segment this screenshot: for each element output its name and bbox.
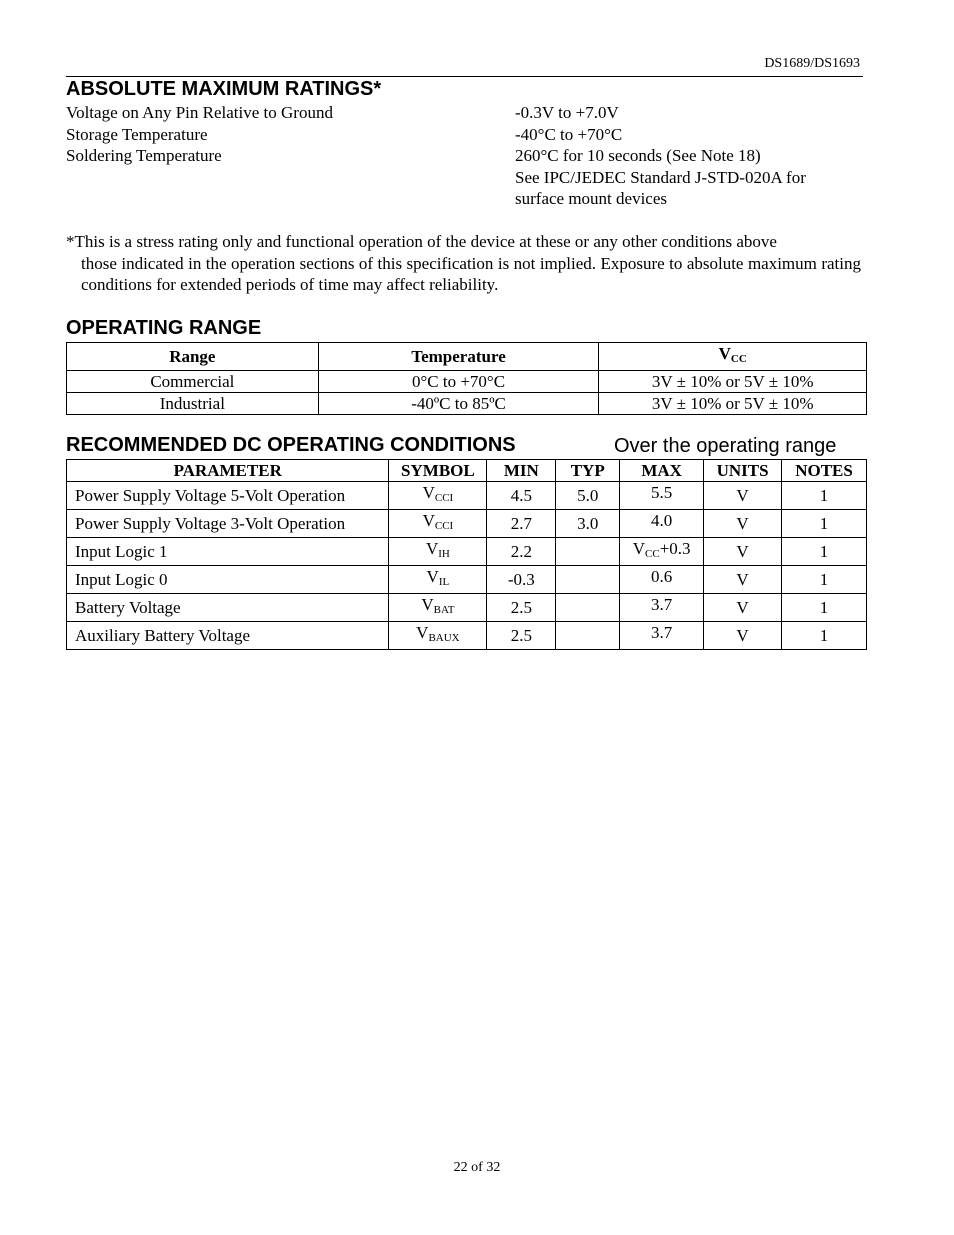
symbol-main: V xyxy=(426,567,439,586)
col-header-parameter: PARAMETER xyxy=(67,460,389,482)
temperature-cell: 0°C to +70°C xyxy=(318,371,599,393)
col-header-vcc xyxy=(599,343,867,371)
max-value: 3.7 xyxy=(651,623,673,642)
symbol-cell xyxy=(389,622,487,650)
symbol-cell xyxy=(389,538,487,566)
typ-cell: 3.0 xyxy=(556,510,620,538)
max-cell xyxy=(620,566,704,594)
typ-cell xyxy=(556,566,620,594)
min-cell: 2.5 xyxy=(487,622,556,650)
vcc-subscript: CC xyxy=(730,353,747,365)
notes-cell: 1 xyxy=(782,566,867,594)
symbol-subscript: BAT xyxy=(433,604,455,616)
typ-cell xyxy=(556,622,620,650)
min-cell: 2.7 xyxy=(487,510,556,538)
col-header-units: UNITS xyxy=(704,460,782,482)
abs-max-row xyxy=(66,188,866,210)
min-cell: 2.2 xyxy=(487,538,556,566)
stress-note-rest: those indicated in the operation sections of this specification is not implied. Exposure to absolute maximum rating conditions for extended periods of time may affect reliability. xyxy=(81,253,861,294)
abs-max-param: Storage Temperature xyxy=(66,124,208,144)
units-cell: V xyxy=(704,510,782,538)
notes-cell: 1 xyxy=(782,594,867,622)
max-prefix: V xyxy=(632,539,646,558)
col-header-typ: TYP xyxy=(556,460,620,482)
abs-max-list xyxy=(66,102,866,210)
symbol-cell xyxy=(389,510,487,538)
table-row xyxy=(67,371,867,393)
parameter-cell: Input Logic 0 xyxy=(67,566,389,594)
units-cell: V xyxy=(704,482,782,510)
symbol-subscript: IH xyxy=(438,548,450,560)
symbol-subscript: CCI xyxy=(434,492,454,504)
notes-cell: 1 xyxy=(782,482,867,510)
page-number: 22 of 32 xyxy=(453,1160,501,1175)
symbol-main: V xyxy=(422,511,435,530)
table-header-row xyxy=(67,343,867,371)
col-header-min: MIN xyxy=(487,460,556,482)
max-value: 4.0 xyxy=(651,511,673,530)
abs-max-param xyxy=(66,167,515,189)
abs-max-value: See IPC/JEDEC Standard J-STD-020A for xyxy=(515,167,806,187)
max-value: 3.7 xyxy=(651,595,673,614)
header-rule xyxy=(66,76,863,77)
table-row xyxy=(67,393,867,415)
stress-note xyxy=(66,231,861,296)
symbol-main: V xyxy=(421,595,434,614)
min-cell: 4.5 xyxy=(487,482,556,510)
min-cell: 2.5 xyxy=(487,594,556,622)
range-cell: Commercial xyxy=(67,371,319,393)
parameter-cell: Auxiliary Battery Voltage xyxy=(67,622,389,650)
abs-max-row xyxy=(66,167,866,189)
vcc-label: V xyxy=(718,344,731,363)
temperature-cell: -40ºC to 85ºC xyxy=(318,393,599,415)
col-header-max: MAX xyxy=(620,460,704,482)
abs-max-param: Soldering Temperature xyxy=(66,146,222,165)
range-cell: Industrial xyxy=(67,393,319,415)
max-value: +0.3 xyxy=(659,539,691,558)
col-header-notes: NOTES xyxy=(782,460,867,482)
abs-max-row xyxy=(66,124,866,146)
table-row xyxy=(67,482,867,510)
stress-note-line1: *This is a stress rating only and functional operation of the device at these or any other conditions above xyxy=(66,232,777,251)
min-cell: -0.3 xyxy=(487,566,556,594)
abs-max-title: ABSOLUTE MAXIMUM RATINGS* xyxy=(66,78,382,100)
col-header-symbol: SYMBOL xyxy=(389,460,487,482)
symbol-main: V xyxy=(416,623,429,642)
col-header-temperature: Temperature xyxy=(318,343,599,371)
operating-range-table xyxy=(66,342,867,415)
abs-max-row xyxy=(66,145,866,167)
vcc-cell: 3V ± 10% or 5V ± 10% xyxy=(599,393,867,415)
symbol-cell xyxy=(389,594,487,622)
operating-range-title: OPERATING RANGE xyxy=(66,317,262,339)
max-cell xyxy=(620,622,704,650)
vcc-cell: 3V ± 10% or 5V ± 10% xyxy=(599,371,867,393)
symbol-cell xyxy=(389,482,487,510)
dc-conditions-title: RECOMMENDED DC OPERATING CONDITIONS xyxy=(66,434,516,456)
units-cell: V xyxy=(704,538,782,566)
max-cell xyxy=(620,510,704,538)
notes-cell: 1 xyxy=(782,510,867,538)
table-header-row xyxy=(67,460,867,482)
symbol-subscript: BAUX xyxy=(428,632,460,644)
symbol-subscript: CCI xyxy=(434,520,454,532)
max-cell xyxy=(620,594,704,622)
typ-cell: 5.0 xyxy=(556,482,620,510)
abs-max-value: 260°C for 10 seconds (See Note 18) xyxy=(515,146,761,165)
abs-max-value: -40°C to +70°C xyxy=(515,124,623,144)
abs-max-param xyxy=(66,188,515,210)
max-cell xyxy=(620,482,704,510)
notes-cell: 1 xyxy=(782,622,867,650)
abs-max-row xyxy=(66,102,866,124)
document-id: DS1689/DS1693 xyxy=(764,56,860,71)
parameter-cell: Input Logic 1 xyxy=(67,538,389,566)
typ-cell xyxy=(556,538,620,566)
abs-max-value: -0.3V to +7.0V xyxy=(515,103,619,122)
table-row xyxy=(67,622,867,650)
max-subscript: CC xyxy=(645,548,660,560)
parameter-cell: Battery Voltage xyxy=(67,594,389,622)
col-header-range: Range xyxy=(67,343,319,371)
symbol-subscript: IL xyxy=(438,576,450,588)
abs-max-param: Voltage on Any Pin Relative to Ground xyxy=(66,103,333,122)
table-row xyxy=(67,538,867,566)
table-row xyxy=(67,594,867,622)
table-row xyxy=(67,566,867,594)
symbol-cell xyxy=(389,566,487,594)
typ-cell xyxy=(556,594,620,622)
dc-conditions-subtitle: Over the operating range xyxy=(614,435,837,457)
notes-cell: 1 xyxy=(782,538,867,566)
parameter-cell: Power Supply Voltage 3-Volt Operation xyxy=(67,510,389,538)
table-row xyxy=(67,510,867,538)
units-cell: V xyxy=(704,622,782,650)
parameter-cell: Power Supply Voltage 5-Volt Operation xyxy=(67,482,389,510)
symbol-main: V xyxy=(422,483,435,502)
max-value: 0.6 xyxy=(651,567,673,586)
units-cell: V xyxy=(704,566,782,594)
max-cell xyxy=(620,538,704,566)
units-cell: V xyxy=(704,594,782,622)
max-value: 5.5 xyxy=(651,483,673,502)
dc-conditions-table xyxy=(66,459,867,650)
symbol-main: V xyxy=(425,539,439,558)
abs-max-value: surface mount devices xyxy=(515,189,667,208)
